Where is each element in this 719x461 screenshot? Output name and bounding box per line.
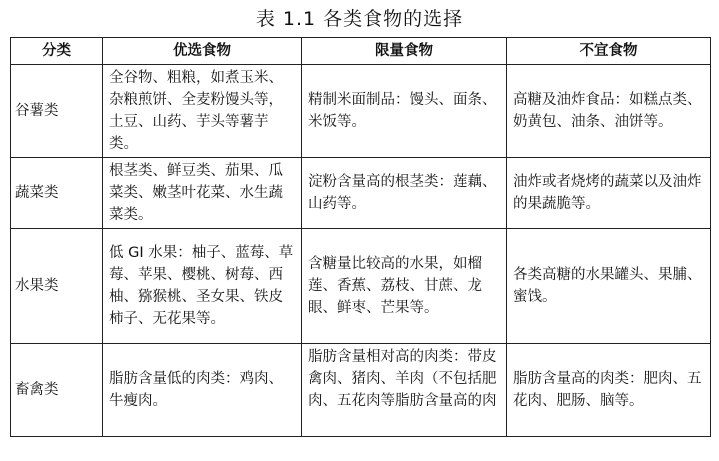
- avoid-cell: 脂肪含量高的肉类：肥肉、五花肉、肥肠、脑等。: [507, 344, 711, 437]
- limited-cell: 精制米面制品：馒头、面条、米饭等。: [302, 65, 507, 158]
- header-preferred: 优选食物: [103, 38, 302, 65]
- preferred-cell: 低 GI 水果：柚子、蓝莓、草莓、苹果、樱桃、树莓、西柚、猕猴桃、圣女果、铁皮柿子、无花果等。: [103, 229, 302, 344]
- table-row: [11, 344, 711, 437]
- preferred-cell: 脂肪含量低的肉类：鸡肉、牛瘦肉。: [103, 344, 302, 437]
- limited-cell: 含糖量比较高的水果，如榴莲、香蕉、荔枝、甘蔗、龙眼、鲜枣、芒果等。: [302, 229, 507, 344]
- table-row: [11, 158, 711, 229]
- header-avoid: 不宜食物: [507, 38, 711, 65]
- avoid-cell: 各类高糖的水果罐头、果脯、蜜饯。: [507, 229, 711, 344]
- avoid-cell: 油炸或者烧烤的蔬菜以及油炸的果蔬脆等。: [507, 158, 711, 229]
- food-selection-table: [10, 37, 711, 437]
- category-cell: 水果类: [11, 229, 103, 344]
- preferred-cell: 全谷物、粗粮，如煮玉米、杂粮煎饼、全麦粉馒头等，土豆、山药、芋头等薯芋类。: [103, 65, 302, 158]
- category-cell: 畜禽类: [11, 344, 103, 437]
- limited-cell: 淀粉含量高的根茎类：莲藕、山药等。: [302, 158, 507, 229]
- category-cell: 蔬菜类: [11, 158, 103, 229]
- header-category: 分类: [11, 38, 103, 65]
- avoid-cell: 高糖及油炸食品：如糕点类、奶黄包、油条、油饼等。: [507, 65, 711, 158]
- limited-cell: 脂肪含量相对高的肉类：带皮禽肉、猪肉、羊肉（不包括肥肉、五花肉等脂肪含量高的肉: [302, 344, 507, 437]
- category-cell: 谷薯类: [11, 65, 103, 158]
- table-caption: 表 1.1 各类食物的选择: [255, 8, 464, 30]
- header-limited: 限量食物: [302, 38, 507, 65]
- table-row: [11, 65, 711, 158]
- preferred-cell: 根茎类、鲜豆类、茄果、瓜菜类、嫩茎叶花菜、水生蔬菜类。: [103, 158, 302, 229]
- table-header-row: [11, 38, 711, 65]
- table-row: [11, 229, 711, 344]
